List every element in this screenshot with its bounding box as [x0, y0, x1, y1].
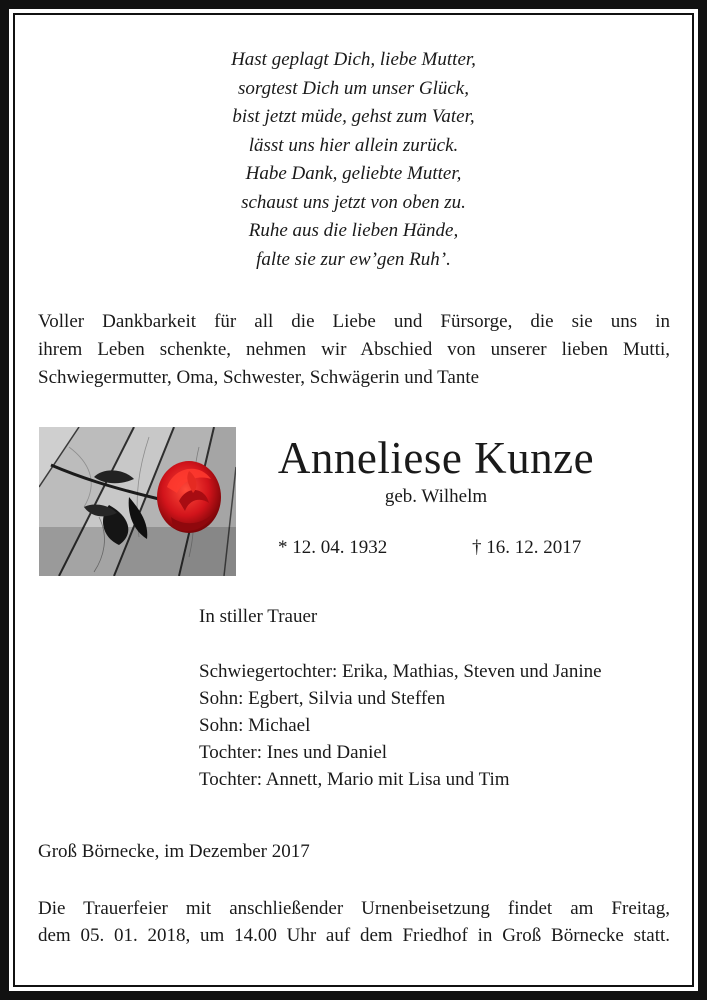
deceased-name-block: [236, 428, 636, 510]
deceased-name: Anneliese Kunze: [277, 433, 595, 483]
mourning-heading: In stiller Trauer: [199, 606, 318, 627]
poem-line: lässt uns hier allein zurück.: [248, 134, 459, 156]
mourner-line: Schwiegertochter: Erika, Mathias, Steven und Janine: [199, 661, 602, 682]
intro-text: [38, 308, 670, 392]
mourner-line: Tochter: Ines und Daniel: [199, 742, 388, 763]
birth-name: geb. Wilhelm: [384, 486, 488, 507]
rose-on-wooden-boards-image: [39, 427, 236, 576]
place-and-date: Groß Börnecke, im Dezember 2017: [38, 841, 310, 862]
mourner-line: Sohn: Michael: [199, 715, 311, 736]
intro-line: Schwiegermutter, Oma, Schwester, Schwägerin und Tante: [38, 367, 480, 388]
poem: [0, 46, 707, 274]
poem-line: Hast geplagt Dich, liebe Mutter,: [231, 49, 476, 70]
mourners-list: [199, 658, 602, 793]
poem-line: sorgtest Dich um unser Glück,: [238, 77, 469, 99]
poem-line: bist jetzt müde, gehst zum Vater,: [232, 106, 475, 127]
ceremony-notice: [38, 895, 670, 949]
ceremony-line: Die Trauerfeier mit anschließender Urnenbeisetzung findet am Freitag,: [38, 898, 670, 919]
mourner-line: Sohn: Egbert, Silvia und Steffen: [199, 688, 446, 709]
ceremony-line: dem 05. 01. 2018, um 14.00 Uhr auf dem Friedhof in Groß Börnecke statt.: [38, 925, 670, 946]
birth-date: * 12. 04. 1932: [278, 537, 388, 558]
intro-line: Voller Dankbarkeit für all die Liebe und Fürsorge, die sie uns in: [38, 311, 670, 332]
death-date: † 16. 12. 2017: [472, 537, 582, 558]
mourner-line: Tochter: Annett, Mario mit Lisa und Tim: [199, 769, 510, 790]
poem-line: Habe Dank, geliebte Mutter,: [245, 163, 462, 184]
poem-line: falte sie zur ew’gen Ruh’.: [256, 248, 451, 270]
poem-line: Ruhe aus die lieben Hände,: [248, 220, 459, 241]
intro-line: ihrem Leben schenkte, nehmen wir Abschied von unserer lieben Mutti,: [38, 339, 670, 360]
rose-photo: [39, 427, 236, 576]
poem-line: schaust uns jetzt von oben zu.: [241, 191, 466, 213]
